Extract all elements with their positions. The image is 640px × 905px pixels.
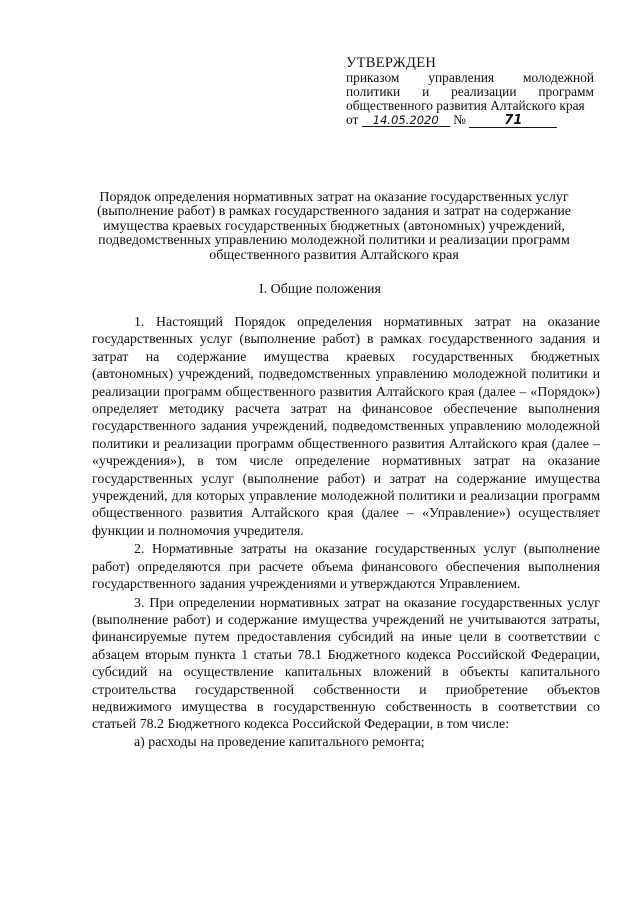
document-title: Порядок определения нормативных затрат на оказание государственных услуг (выполнение работ) в рамках государственного задания и затрат на содержание имущества краевых государственных бюджетных (автономных) учреждений, подведомственных управлению молодежной политики и реализации программ общественного развития Алтайского края bbox=[96, 190, 572, 263]
approval-order-text: приказом управления молодежной политики и реализации программ общественного развития Алтайского края bbox=[346, 70, 594, 113]
paragraph-2: 2. Нормативные затраты на оказание государственных услуг (выполнение работ) определяются при расчете объема финансового обеспечения выполнения государственного задания учреждениями и утверждаются Управлением. bbox=[92, 542, 600, 593]
paragraph-4: а) расходы на проведение капитального ремонта; bbox=[134, 734, 425, 750]
section-heading: I. Общие положения bbox=[259, 282, 381, 297]
approval-date-line bbox=[346, 113, 594, 128]
handwritten-number: 71 bbox=[469, 115, 557, 128]
number-prefix: № bbox=[453, 112, 466, 127]
approved-heading: УТВЕРЖДЕН bbox=[346, 55, 437, 71]
paragraph-1: 1. Настоящий Порядок определения нормативных затрат на оказание государственных услуг (выполнение работ) в рамках государственного задания и затрат на содержание имущества краевых государственных бюджетных (автономных) учреждений, подведомственных управлению молодежной политики и реализации программ общественного развития Алтайского края (далее – «Порядок») определяет методику расчета затрат на финансовое обеспечение выполнения государственного задания учреждений, подведомственных управлению молодежной политики и реализации программ общественного развития Алтайского края (далее – «учреждения»), в том числе определение нормативных затрат на оказание государственных услуг (выполнение работ) и затрат на содержание имущества учреждений, для которых управление молодежной политики и реализации программ общественного развития Алтайского края (далее – «Управление») осуществляет функции и полномочия учредителя. bbox=[92, 315, 600, 539]
document-body bbox=[92, 314, 600, 751]
handwritten-date: 14.05.2020 bbox=[362, 114, 450, 127]
date-prefix: от bbox=[346, 112, 359, 127]
approval-stamp bbox=[346, 56, 594, 128]
paragraph-3: 3. При определении нормативных затрат на оказание государственных услуг (выполнение работ) и содержание имущества учреждений не учитываются затраты, финансируемые путем предоставления субсидий на иные цели в соответствии с абзацем вторым пункта 1 статьи 78.1 Бюджетного кодекса Российской Федерации, субсидий на осуществление капитальных вложений в объекты капитального строительства государственной собственности и приобретение объектов недвижимого имущества в государственную собственность в соответствии со статьей 78.2 Бюджетного кодекса Российской Федерации, в том числе: bbox=[92, 595, 600, 733]
